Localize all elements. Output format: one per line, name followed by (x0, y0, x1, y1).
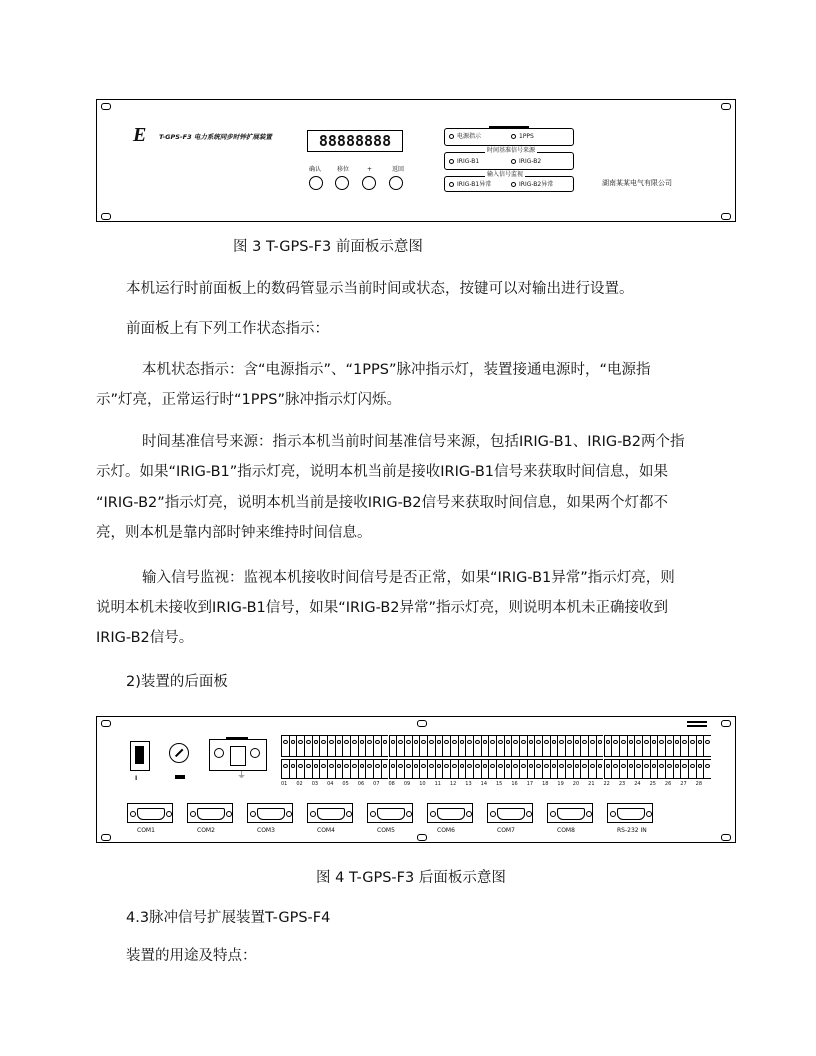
db9-connector[interactable] (187, 803, 233, 823)
terminal-number: 11 (434, 781, 441, 787)
button-label: 移位 (337, 166, 350, 173)
connector-label: RS-232 IN (617, 827, 647, 834)
terminal-number: 27 (680, 781, 687, 787)
terminal-cell[interactable] (481, 735, 489, 757)
connector-label: COM2 (197, 827, 215, 834)
terminal-cell[interactable] (527, 735, 535, 757)
led-icon (449, 134, 454, 139)
terminal-cell[interactable] (657, 735, 665, 757)
terminal-cell[interactable] (442, 759, 450, 779)
terminal-cell[interactable] (604, 735, 612, 757)
device-title: T-GPS-F3 电力系统同步时钟扩展装置 (159, 133, 272, 141)
connector-label: COM4 (317, 827, 335, 834)
terminal-cell[interactable] (327, 735, 335, 757)
terminal-cell[interactable] (588, 759, 596, 779)
paragraph-indicators: 前面板上有下列工作状态指示： (126, 321, 329, 337)
terminal-cell[interactable] (327, 759, 335, 779)
db9-connector[interactable] (367, 803, 413, 823)
figure3-caption: 图 3 T-GPS-F3 前面板示意图 (233, 239, 423, 255)
db9-connector[interactable] (307, 803, 353, 823)
terminal-cell[interactable] (504, 759, 512, 779)
terminal-row-top (281, 735, 711, 757)
terminal-row-bottom (281, 759, 711, 779)
terminal-cell[interactable] (335, 735, 343, 757)
power-switch-label: I (135, 775, 138, 782)
terminal-cell[interactable] (611, 759, 619, 779)
terminal-cell[interactable] (588, 735, 596, 757)
terminal-number: 26 (664, 781, 672, 787)
terminal-number: 18 (542, 781, 549, 787)
terminal-cell[interactable] (673, 735, 681, 757)
terminal-cell[interactable] (465, 735, 473, 757)
terminal-cell[interactable] (657, 759, 665, 779)
terminal-number: 05 (342, 781, 349, 787)
terminal-cell[interactable] (680, 759, 688, 779)
db9-connector[interactable] (247, 803, 293, 823)
terminal-cell[interactable] (573, 735, 581, 757)
terminal-number: 08 (388, 781, 395, 787)
terminal-cell[interactable] (542, 735, 550, 757)
terminal-number: 10 (419, 781, 426, 787)
led-label: IRIG-B2 (519, 158, 542, 165)
led-icon (511, 159, 516, 164)
mount-hole (721, 103, 731, 110)
terminal-cell[interactable] (703, 735, 711, 757)
figure4-caption: 图 4 T-GPS-F3 后面板示意图 (316, 870, 506, 886)
db9-connector[interactable] (427, 803, 473, 823)
paragraph-monitor: 说明本机未接收到IRIG-B1信号，如果“IRIG-B2异常”指示灯亮，则说明本机未正确接收到 (96, 600, 669, 616)
plus-button[interactable] (362, 176, 376, 190)
terminal-cell[interactable] (496, 735, 504, 757)
connector-label: COM7 (497, 827, 515, 834)
section-rear-panel: 2)装置的后面板 (126, 674, 228, 690)
terminal-cell[interactable] (350, 759, 358, 779)
terminal-cell[interactable] (619, 735, 627, 757)
terminal-cell[interactable] (627, 759, 635, 779)
terminal-cell[interactable] (389, 759, 397, 779)
terminal-cell[interactable] (557, 735, 565, 757)
terminal-cell[interactable] (550, 735, 558, 757)
terminal-cell[interactable] (381, 759, 389, 779)
mount-hole (721, 834, 731, 841)
terminal-cell[interactable] (296, 735, 304, 757)
terminal-cell[interactable] (312, 735, 320, 757)
terminal-cell[interactable] (519, 735, 527, 757)
paragraph-status: 示”灯亮，正常运行时“1PPS”脉冲指示灯闪烁。 (96, 392, 401, 408)
led-label: 电源指示 (457, 133, 482, 140)
terminal-cell[interactable] (427, 735, 435, 757)
terminal-cell[interactable] (435, 759, 443, 779)
shift-button[interactable] (335, 176, 349, 190)
terminal-cell[interactable] (619, 759, 627, 779)
terminal-cell[interactable] (580, 735, 588, 757)
return-button[interactable] (389, 176, 403, 190)
mount-hole (101, 103, 111, 110)
terminal-cell[interactable] (565, 735, 573, 757)
terminal-cell[interactable] (557, 759, 565, 779)
terminal-cell[interactable] (688, 735, 696, 757)
terminal-number: 23 (618, 781, 626, 787)
terminal-cell[interactable] (342, 735, 350, 757)
paragraph-source: “IRIG-B2”指示灯亮，说明本机当前是接收IRIG-B2信号来获取时间信息，如果两个灯都不 (96, 495, 669, 511)
terminal-cell[interactable] (450, 759, 458, 779)
terminal-cell[interactable] (650, 735, 658, 757)
terminal-cell[interactable] (442, 735, 450, 757)
terminal-number: 25 (649, 781, 656, 787)
connector-label: COM3 (257, 827, 275, 834)
ground-icon: ⏚ (237, 771, 247, 781)
terminal-cell[interactable] (642, 735, 650, 757)
fuse-holder-icon[interactable] (169, 743, 189, 763)
mount-hole (417, 720, 427, 727)
terminal-cell[interactable] (458, 759, 466, 779)
terminal-cell[interactable] (289, 759, 297, 779)
terminal-cell[interactable] (289, 735, 297, 757)
terminal-number: 28 (695, 781, 703, 787)
terminal-cell[interactable] (427, 759, 435, 779)
terminal-cell[interactable] (542, 759, 550, 779)
terminal-cell[interactable] (419, 759, 427, 779)
indicator-group-status (444, 128, 574, 146)
terminal-legend (687, 721, 707, 731)
terminal-cell[interactable] (358, 735, 366, 757)
terminal-cell[interactable] (458, 735, 466, 757)
terminal-cell[interactable] (519, 759, 527, 779)
led-icon (449, 182, 454, 187)
terminal-cell[interactable] (304, 735, 312, 757)
terminal-number: 02 (296, 781, 303, 787)
mount-hole (101, 720, 111, 727)
connector-label: COM1 (137, 827, 155, 834)
terminal-cell[interactable] (580, 759, 588, 779)
terminal-cell[interactable] (296, 759, 304, 779)
terminal-cell[interactable] (534, 735, 542, 757)
terminal-cell[interactable] (404, 759, 412, 779)
terminal-cell[interactable] (534, 759, 542, 779)
terminal-cell[interactable] (381, 735, 389, 757)
terminal-cell[interactable] (596, 759, 604, 779)
led-label: IRIG-B1 (457, 158, 480, 165)
terminal-cell[interactable] (596, 735, 604, 757)
terminal-number: 21 (588, 781, 595, 787)
company-name: 湖南某某电气有限公司 (602, 179, 672, 187)
db9-connector[interactable] (487, 803, 533, 823)
terminal-number: 09 (403, 781, 411, 787)
terminal-number: 13 (465, 781, 472, 787)
terminal-cell[interactable] (496, 759, 504, 779)
terminal-cell[interactable] (473, 735, 481, 757)
terminal-cell[interactable] (281, 735, 289, 757)
db9-connector[interactable] (127, 803, 173, 823)
terminal-cell[interactable] (465, 759, 473, 779)
paragraph-status: 本机状态指示：含“电源指示”、“1PPS”脉冲指示灯，装置接通电源时，“电源指 (142, 362, 651, 378)
terminal-cell[interactable] (481, 759, 489, 779)
paragraph-source: 示灯。如果“IRIG-B1”指示灯亮，说明本机当前是接收IRIG-B1信号来获取时间信息，如果 (96, 464, 669, 480)
terminal-cell[interactable] (319, 735, 327, 757)
terminal-number: 14 (480, 781, 488, 787)
terminal-cell[interactable] (396, 759, 404, 779)
terminal-cell[interactable] (450, 735, 458, 757)
paragraph-source: 时间基准信号来源：指示本机当前时间基准信号来源，包括IRIG-B1、IRIG-B2两个指 (142, 434, 685, 450)
confirm-button[interactable] (309, 176, 323, 190)
terminal-cell[interactable] (680, 735, 688, 757)
led-label: 1PPS (519, 133, 534, 140)
mount-hole (721, 213, 731, 220)
paragraph-monitor: 输入信号监视：监视本机接收时间信号是否正常，如果“IRIG-B1异常”指示灯亮，则 (142, 570, 675, 586)
terminal-cell[interactable] (404, 735, 412, 757)
led-icon (449, 159, 454, 164)
terminal-number: 22 (603, 781, 610, 787)
terminal-cell[interactable] (673, 759, 681, 779)
button-label: + (367, 166, 373, 173)
terminal-cell[interactable] (665, 735, 673, 757)
terminal-number: 24 (634, 781, 641, 787)
db9-connector[interactable] (607, 803, 653, 823)
terminal-cell[interactable] (573, 759, 581, 779)
terminal-cell[interactable] (373, 735, 381, 757)
terminal-number: 06 (357, 781, 365, 787)
paragraph-source: 亮，则本机是靠内部时钟来维持时间信息。 (96, 525, 372, 541)
terminal-cell[interactable] (634, 735, 642, 757)
terminal-number: 07 (373, 781, 380, 787)
terminal-cell[interactable] (696, 759, 704, 779)
terminal-cell[interactable] (473, 759, 481, 779)
terminal-cell[interactable] (650, 759, 658, 779)
terminal-cell[interactable] (565, 759, 573, 779)
terminal-cell[interactable] (412, 735, 420, 757)
terminal-number: 17 (526, 781, 534, 787)
mount-hole (101, 213, 111, 220)
terminal-cell[interactable] (634, 759, 642, 779)
terminal-numbers (281, 781, 711, 789)
terminal-cell[interactable] (611, 735, 619, 757)
mount-hole (101, 834, 111, 841)
terminal-number: 16 (511, 781, 518, 787)
terminal-cell[interactable] (488, 735, 496, 757)
terminal-cell[interactable] (435, 735, 443, 757)
terminal-number: 04 (327, 781, 334, 787)
terminal-cell[interactable] (312, 759, 320, 779)
paragraph-display: 本机运行时前面板上的数码管显示当前时间或状态，按键可以对输出进行设置。 (126, 281, 634, 297)
terminal-cell[interactable] (412, 759, 420, 779)
connector-label: COM8 (557, 827, 575, 834)
terminal-number: 01 (281, 781, 288, 787)
led-icon (511, 182, 516, 187)
connector-label: COM5 (377, 827, 395, 834)
terminal-cell[interactable] (550, 759, 558, 779)
terminal-number: 20 (572, 781, 580, 787)
terminal-cell[interactable] (396, 735, 404, 757)
terminal-cell[interactable] (696, 735, 704, 757)
terminal-cell[interactable] (604, 759, 612, 779)
terminal-cell[interactable] (281, 759, 289, 779)
terminal-cell[interactable] (511, 759, 519, 779)
terminal-cell[interactable] (365, 759, 373, 779)
terminal-cell[interactable] (304, 759, 312, 779)
terminal-cell[interactable] (358, 759, 366, 779)
terminal-cell[interactable] (703, 759, 711, 779)
terminal-cell[interactable] (665, 759, 673, 779)
terminal-cell[interactable] (504, 735, 512, 757)
power-terminal[interactable] (209, 739, 267, 771)
terminal-cell[interactable] (319, 759, 327, 779)
terminal-number: 03 (311, 781, 319, 787)
terminal-cell[interactable] (627, 735, 635, 757)
button-label: 确认 (309, 166, 322, 173)
rear-panel-figure (96, 716, 736, 843)
connector-label: COM6 (437, 827, 455, 834)
section-usage-heading: 装置的用途及特点： (126, 948, 257, 964)
terminal-cell[interactable] (342, 759, 350, 779)
terminal-cell[interactable] (527, 759, 535, 779)
front-panel-figure (96, 99, 736, 222)
led-icon (511, 134, 516, 139)
group-title: 输入信号监视 (487, 171, 524, 178)
paragraph-monitor: IRIG-B2信号。 (96, 630, 194, 646)
led-label: IRIG-B1异常 (457, 181, 492, 188)
digit-display: 88888888 (307, 130, 403, 152)
terminal-cell[interactable] (419, 735, 427, 757)
db9-connector[interactable] (547, 803, 593, 823)
terminal-cell[interactable] (688, 759, 696, 779)
group-title: 时间基准信号来源 (487, 147, 536, 154)
indicator-group-monitor (444, 171, 574, 192)
power-switch[interactable] (130, 741, 150, 771)
terminal-cell[interactable] (350, 735, 358, 757)
section-4-3-heading: 4.3脉冲信号扩展装置T-GPS-F4 (126, 910, 331, 926)
terminal-cell[interactable] (488, 759, 496, 779)
terminal-number: 19 (557, 781, 564, 787)
terminal-cell[interactable] (373, 759, 381, 779)
indicator-group-source (444, 147, 574, 170)
mount-hole (721, 720, 731, 727)
terminal-number: 12 (449, 781, 457, 787)
terminal-number: 15 (496, 781, 503, 787)
terminal-cell[interactable] (389, 735, 397, 757)
terminal-cell[interactable] (511, 735, 519, 757)
led-label: IRIG-B2异常 (519, 181, 554, 188)
connector-row (127, 803, 697, 839)
brand-logo: E (133, 124, 147, 146)
terminal-cell[interactable] (335, 759, 343, 779)
button-label: 返回 (392, 166, 405, 173)
terminal-cell[interactable] (642, 759, 650, 779)
terminal-cell[interactable] (365, 735, 373, 757)
